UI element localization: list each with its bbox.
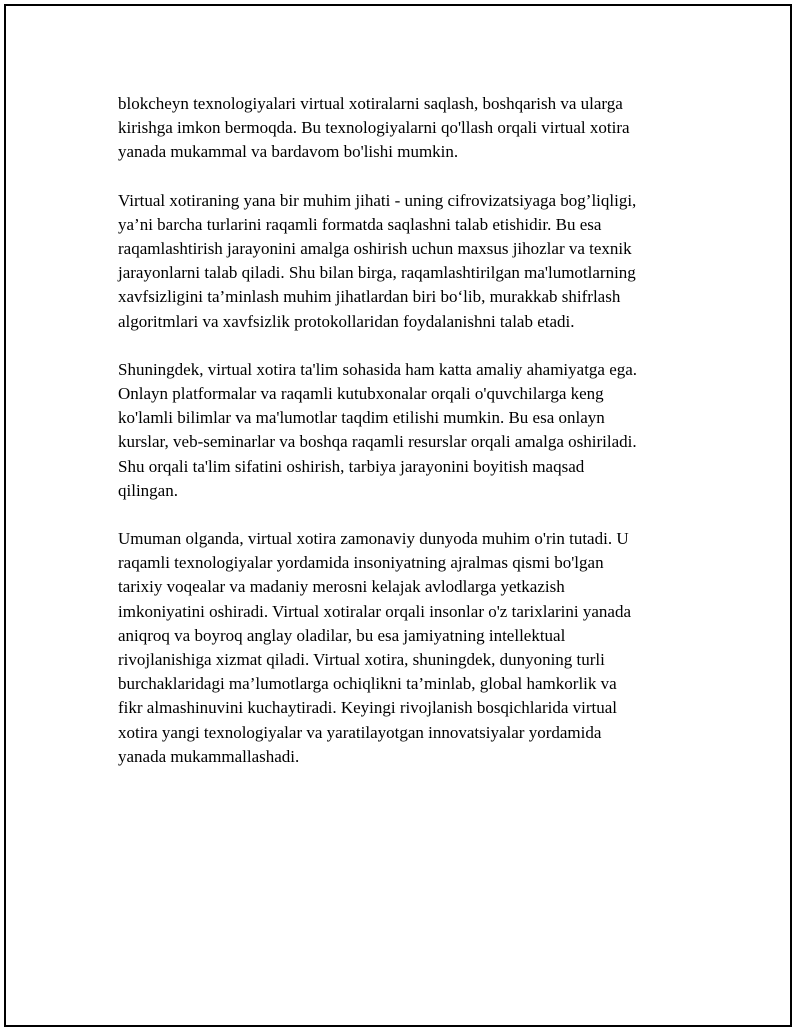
text-line: blokcheyn texnologiyalari virtual xotiralarni saqlash, boshqarish va ularga	[118, 94, 623, 113]
text-line: aniqroq va boyroq anglay oladilar, bu esa jamiyatning intellektual	[118, 625, 566, 645]
text-line: kirishga imkon bermoqda. Bu texnologiyalarni qo'llash orqali virtual xotira	[118, 118, 630, 138]
text-line: qilingan.	[118, 480, 178, 500]
text-line: Umuman olganda, virtual xotira zamonaviy dunyoda muhim o'rin tutadi. U	[118, 529, 629, 549]
text-line: xotira yangi texnologiyalar va yaratilayotgan innovatsiyalar yordamida	[118, 722, 602, 742]
paragraph-3	[118, 358, 690, 503]
text-line: ya’ni barcha turlarini raqamli formatda saqlashni talab etishidir. Bu esa	[118, 214, 602, 234]
text-line: raqamli texnologiyalar yordamida insoniyatning ajralmas qismi bo'lgan	[118, 553, 604, 573]
text-line: Onlayn platformalar va raqamli kutubxonalar orqali o'quvchilarga keng	[118, 384, 604, 404]
text-line: Shu orqali ta'lim sifatini oshirish, tarbiya jarayonini boyitish maqsad	[118, 456, 585, 476]
text-line: tarixiy voqealar va madaniy merosni kelajak avlodlarga yetkazish	[118, 577, 565, 597]
text-line: raqamlashtirish jarayonini amalga oshirish uchun maxsus jihozlar va texnik	[118, 239, 632, 259]
document-body	[118, 92, 690, 793]
text-line: burchaklaridagi ma’lumotlarga ochiqlikni ta’minlab, global hamkorlik va	[118, 674, 617, 694]
text-line: fikr almashinuvini kuchaytiradi. Keyingi rivojlanish bosqichlarida virtual	[118, 698, 618, 718]
paragraph-4	[118, 527, 690, 769]
text-line: algoritmlari va xavfsizlik protokollaridan foydalanishni talab etadi.	[118, 311, 575, 331]
text-line: rivojlanishiga xizmat qiladi. Virtual xotira, shuningdek, dunyoning turli	[118, 650, 605, 670]
text-line: Shuningdek, virtual xotira ta'lim sohasida ham katta amaliy ahamiyatga ega.	[118, 359, 638, 379]
text-line: Virtual xotiraning yana bir muhim jihati - uning cifrovizatsiyaga bog’liqligi,	[118, 190, 637, 210]
text-line: xavfsizligini ta’minlash muhim jihatlardan biri bo‘lib, murakkab shifrlash	[118, 287, 621, 307]
paragraph-2	[118, 189, 690, 334]
text-line: ko'lamli bilimlar va ma'lumotlar taqdim etilishi mumkin. Bu esa onlayn	[118, 408, 605, 428]
text-line: yanada mukammallashadi.	[118, 746, 300, 766]
text-line: jarayonlarni talab qiladi. Shu bilan birga, raqamlashtirilgan ma'lumotlarning	[118, 263, 636, 283]
text-line: kurslar, veb-seminarlar va boshqa raqamli resurslar orqali amalga oshiriladi.	[118, 432, 637, 452]
text-line: imkoniyatini oshiradi. Virtual xotiralar orqali insonlar o'z tarixlarini yanada	[118, 601, 632, 621]
paragraph-1	[118, 92, 690, 165]
text-line: yanada mukammal va bardavom bo'lishi mumkin.	[118, 142, 459, 162]
